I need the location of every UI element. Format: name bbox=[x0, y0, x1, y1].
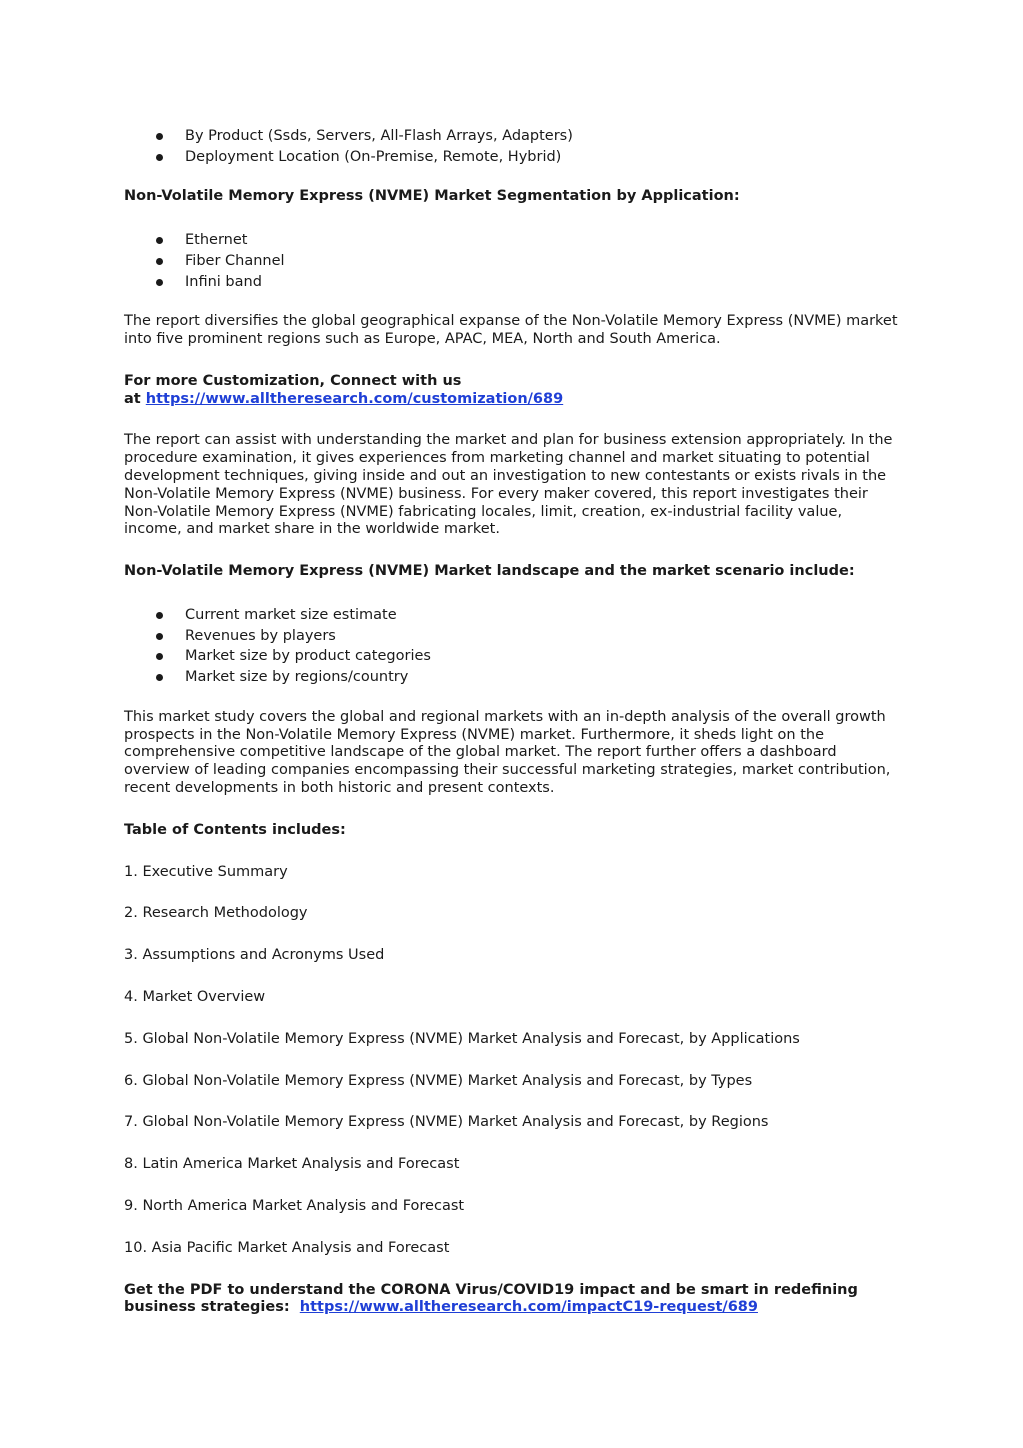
toc-item: 10. Asia Pacific Market Analysis and Forecast bbox=[124, 1239, 450, 1256]
bullet-icon bbox=[156, 653, 163, 660]
list-item: Deployment Location (On-Premise, Remote, Hybrid) bbox=[124, 147, 904, 168]
list-item: Fiber Channel bbox=[124, 251, 904, 272]
study-paragraph: This market study covers the global and regional markets with an in-depth analysis of the overall growth prospects in the Non-Volatile Memory Express (NVME) market. Furthermore, it sheds light on the comprehensive competitive landscape of the global market. The report further offers a dashboard overview of leading companies encompassing their successful marketing strategies, market contribution, recent developments in both historic and present contexts. bbox=[124, 708, 891, 796]
bullet-icon bbox=[156, 237, 163, 244]
list-item: Current market size estimate bbox=[124, 605, 904, 626]
list-item: Market size by product categories bbox=[124, 646, 904, 667]
bullet-icon bbox=[156, 279, 163, 286]
toc-item: 5. Global Non-Volatile Memory Express (NVME) Market Analysis and Forecast, by Applications bbox=[124, 1030, 800, 1047]
list-item: Market size by regions/country bbox=[124, 667, 904, 688]
bullet-icon bbox=[156, 258, 163, 265]
toc-item: 3. Assumptions and Acronyms Used bbox=[124, 947, 385, 964]
toc-item: 6. Global Non-Volatile Memory Express (NVME) Market Analysis and Forecast, by Types bbox=[124, 1072, 753, 1089]
toc-item: 1. Executive Summary bbox=[124, 863, 288, 880]
toc-item: 7. Global Non-Volatile Memory Express (NVME) Market Analysis and Forecast, by Regions bbox=[124, 1114, 769, 1131]
toc-item: 9. North America Market Analysis and Forecast bbox=[124, 1197, 465, 1214]
bullet-icon bbox=[156, 154, 163, 161]
landscape-heading: Non-Volatile Memory Express (NVME) Market landscape and the market scenario include: bbox=[124, 563, 855, 580]
toc-heading: Table of Contents includes: bbox=[124, 821, 346, 838]
list-item: Ethernet bbox=[124, 230, 904, 251]
bullet-icon bbox=[156, 612, 163, 619]
landscape-bullet-list bbox=[124, 605, 904, 688]
assist-paragraph: The report can assist with understanding the market and plan for business extension appropriately. In the procedure examination, it gives experiences from marketing channel and market situating to potential development techniques, giving inside and out an investigation to new contestants or exists rivals in the Non-Volatile Memory Express (NVME) business. For every maker covered, this report investigates their Non-Volatile Memory Express (NVME) fabricating locales, limit, creation, ex-industrial facility value, income, and market share in the worldwide market. bbox=[124, 432, 893, 538]
customization-heading: For more Customization, Connect with us at https://www.alltheresearch.com/customization/689 bbox=[124, 372, 564, 407]
pdf-cta: Get the PDF to understand the CORONA Virus/COVID19 impact and be smart in redefining business strategies: https://www.alltheresearch.com/impactC19-request/689 bbox=[124, 1281, 858, 1316]
bullet-icon bbox=[156, 133, 163, 140]
application-heading: Non-Volatile Memory Express (NVME) Market Segmentation by Application: bbox=[124, 188, 740, 205]
list-item: Revenues by players bbox=[124, 626, 904, 647]
document-page bbox=[124, 126, 904, 1317]
bullet-icon bbox=[156, 674, 163, 681]
customization-link[interactable]: https://www.alltheresearch.com/customization/689 bbox=[145, 390, 564, 407]
toc-item: 4. Market Overview bbox=[124, 988, 266, 1005]
regions-paragraph: The report diversifies the global geographical expanse of the Non-Volatile Memory Express (NVME) market into five prominent regions such as Europe, APAC, MEA, North and South America. bbox=[124, 313, 898, 348]
list-item: By Product (Ssds, Servers, All-Flash Arrays, Adapters) bbox=[124, 126, 904, 147]
application-bullet-list bbox=[124, 230, 904, 292]
list-item: Infini band bbox=[124, 272, 904, 293]
bullet-icon bbox=[156, 633, 163, 640]
product-bullet-list bbox=[124, 126, 904, 167]
toc-list bbox=[124, 864, 904, 1282]
pdf-request-link[interactable]: https://www.alltheresearch.com/impactC19-request/689 bbox=[299, 1299, 758, 1316]
toc-item: 8. Latin America Market Analysis and Forecast bbox=[124, 1156, 460, 1173]
toc-item: 2. Research Methodology bbox=[124, 905, 308, 922]
